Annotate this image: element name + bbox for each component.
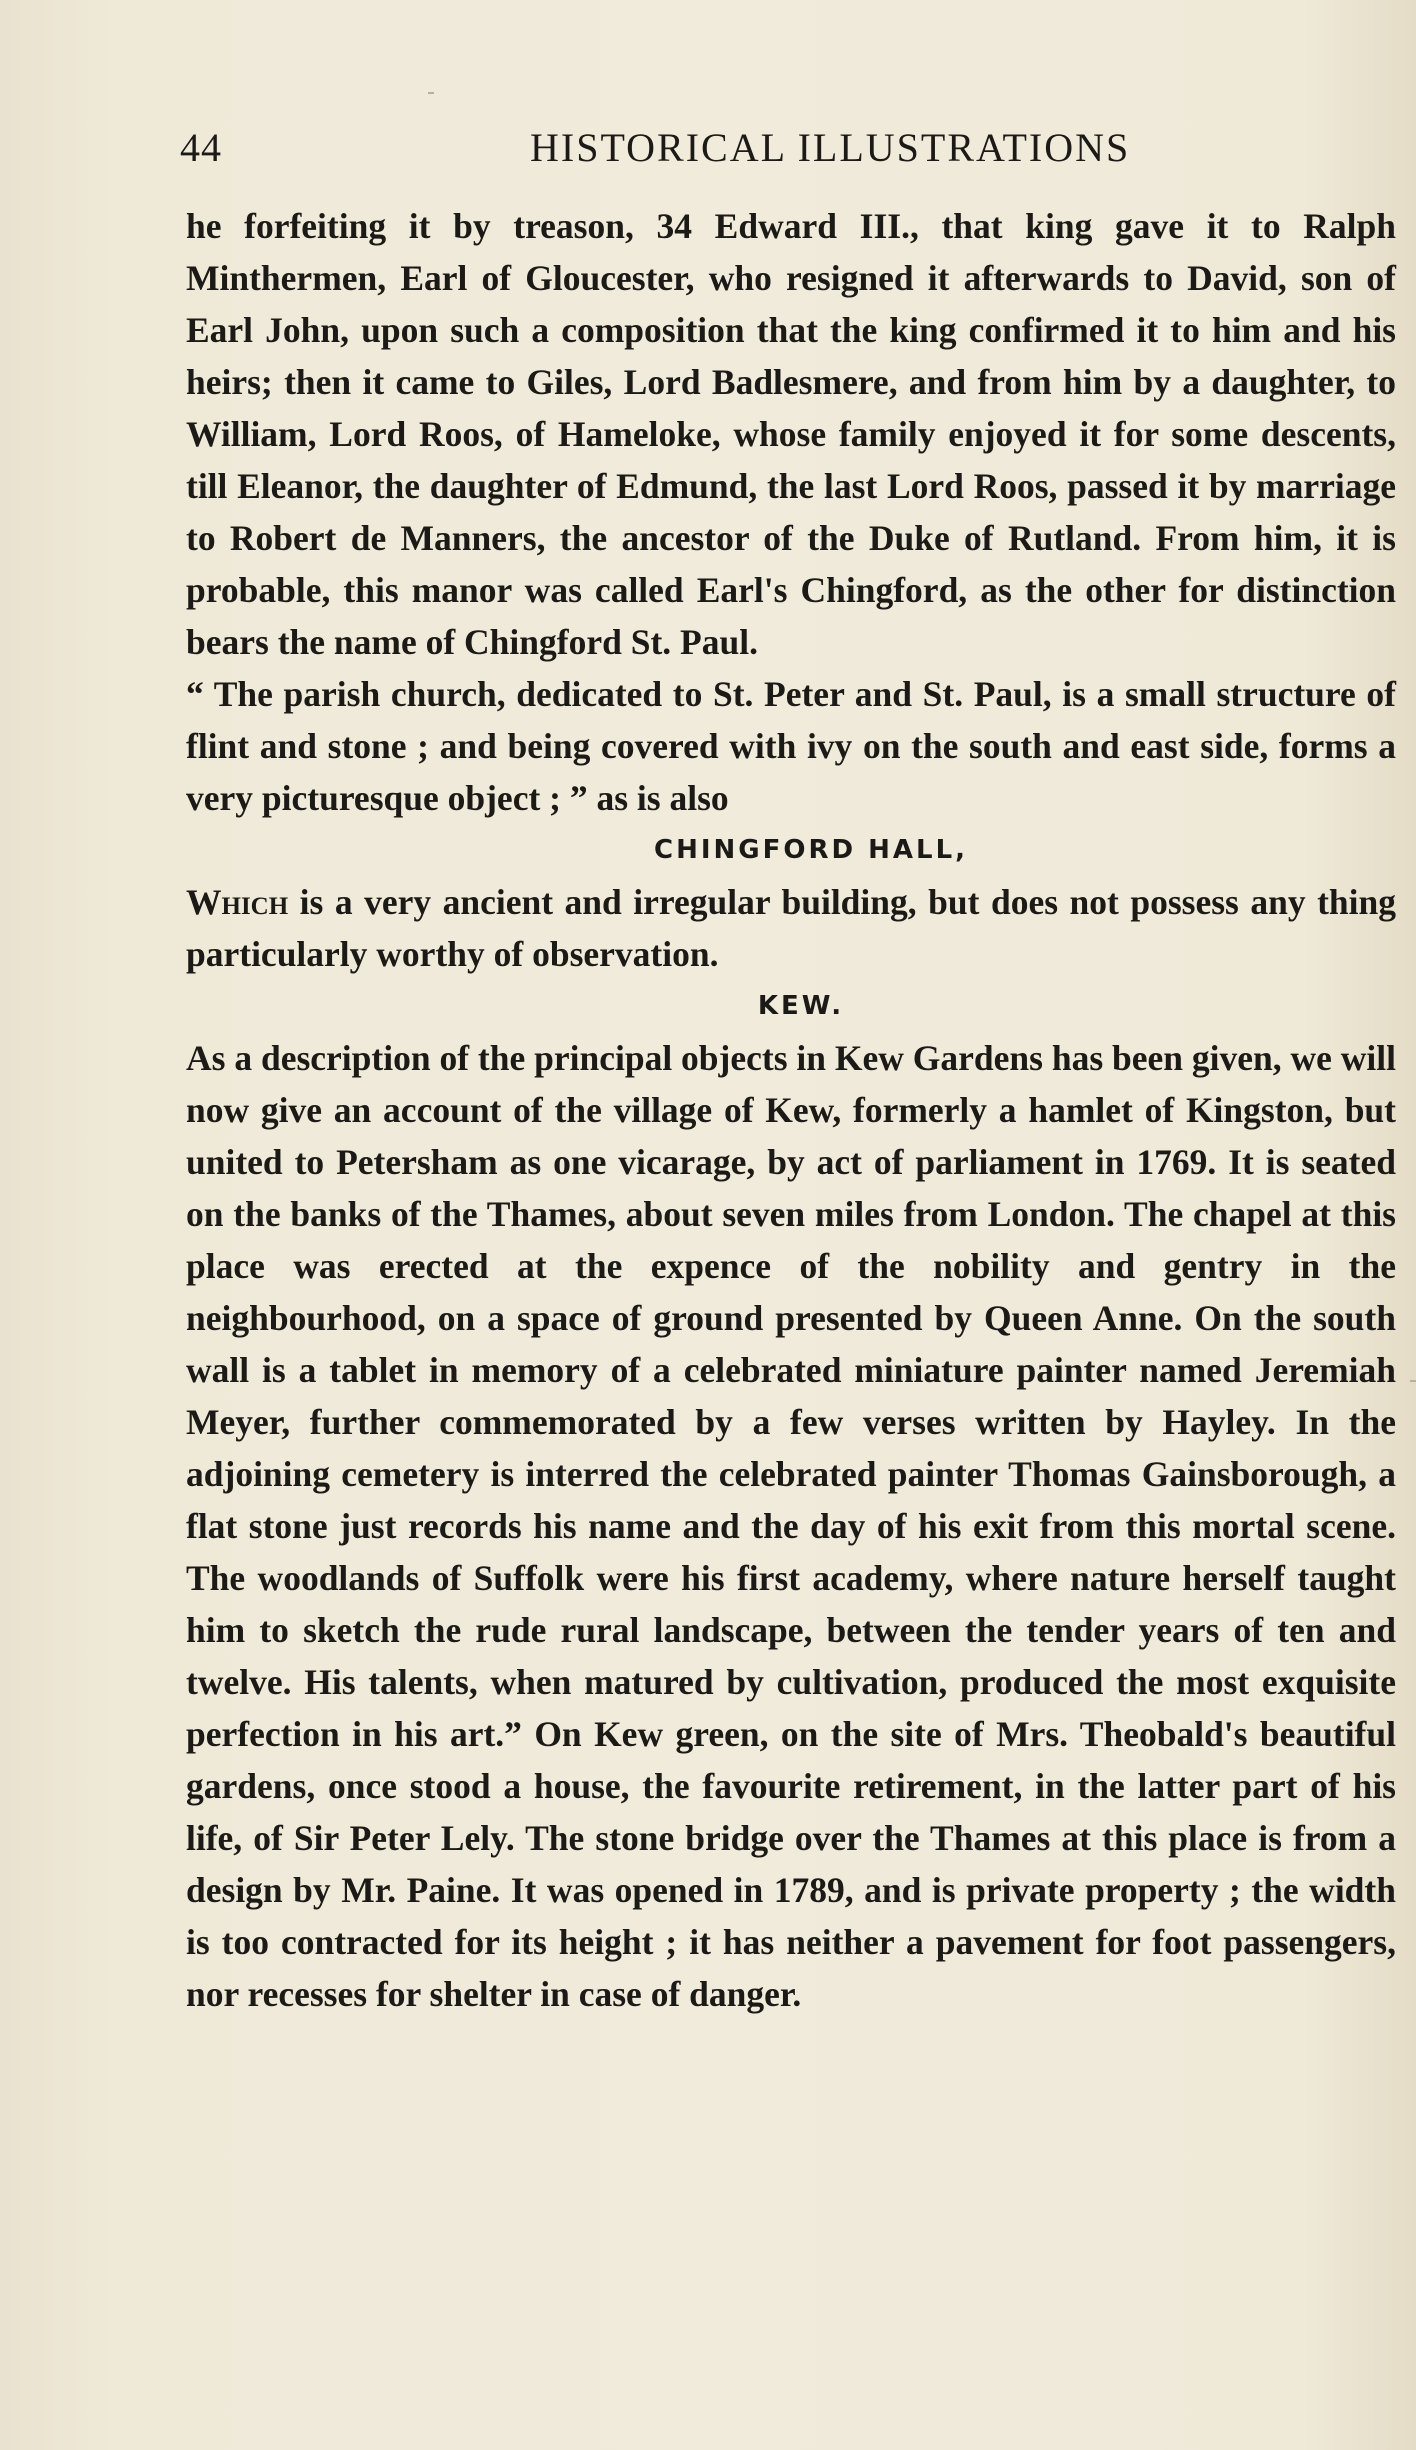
margin-mark [1410,1380,1416,1382]
kew-heading: KEW. [757,991,845,1021]
church-paragraph: “ The parish church, dedicated to St. Peter and St. Paul, is a small structure of flint and stone ; and being covered with ivy on the south and east side, forms a very picturesque object ; ” as is also [186,674,1396,818]
chingford-hall-text: is a very ancient and irregular building, but does not possess any thing particularly worthy of observation. [186,882,1396,974]
page-body [186,200,1396,2020]
page-number: 44 [180,125,222,170]
margin-mark [428,92,434,94]
intro-paragraph: he forfeiting it by treason, 34 Edward III., that king gave it to Ralph Minthermen, Earl of Gloucester, who resigned it afterwards to David, son of Earl John, upon such a composition that the king confirmed it to him and his heirs; then it came to Giles, Lord Badlesmere, and from him by a daughter, to William, Lord Roos, of Hameloke, whose family enjoyed it for some descents, till Eleanor, the daughter of Edmund, the last Lord Roos, passed it by marriage to Robert de Manners, the ancestor of the Duke of Rutland. From him, it is probable, this manor was called Earl's Chingford, as the other for distinction bears the name of Chingford St. Paul. [186,206,1396,662]
page-header [180,124,1400,174]
chingford-hall-heading: CHINGFORD HALL, [653,835,969,865]
kew-paragraph: As a description of the principal objects in Kew Gardens has been given, we will now give an account of the village of Kew, formerly a hamlet of Kingston, but united to Petersham as one vicarage, by act of parliament in 1769. It is seated on the banks of the Thames, about seven miles from London. The chapel at this place was erected at the expence of the nobility and gentry in the neighbourhood, on a space of ground presented by Queen Anne. On the south wall is a tablet in memory of a celebrated miniature painter named Jeremiah Meyer, further commemorated by a few verses written by Hayley. In the adjoining cemetery is interred the celebrated painter Thomas Gainsborough, a flat stone just records his name and the day of his exit from this mortal scene. The woodlands of Suffolk were his first academy, where nature herself taught him to sketch the rude rural landscape, between the tender years of ten and twelve. His talents, when matured by cultivation, produced the most exquisite perfection in his art.” On Kew green, on the site of Mrs. Theobald's beautiful gardens, once stood a house, the favourite retirement, in the latter part of his life, of Sir Peter Lely. The stone bridge over the Thames at this place is from a design by Mr. Paine. It was opened in 1789, and is private property ; the width is too contracted for its height ; it has neither a pavement for foot passengers, nor recesses for shelter in case of danger. [186,1038,1396,2014]
chingford-hall-first-word: Which [186,882,289,922]
chingford-hall-paragraph [186,876,1396,980]
running-title: HISTORICAL ILLUSTRATIONS [530,125,1131,170]
